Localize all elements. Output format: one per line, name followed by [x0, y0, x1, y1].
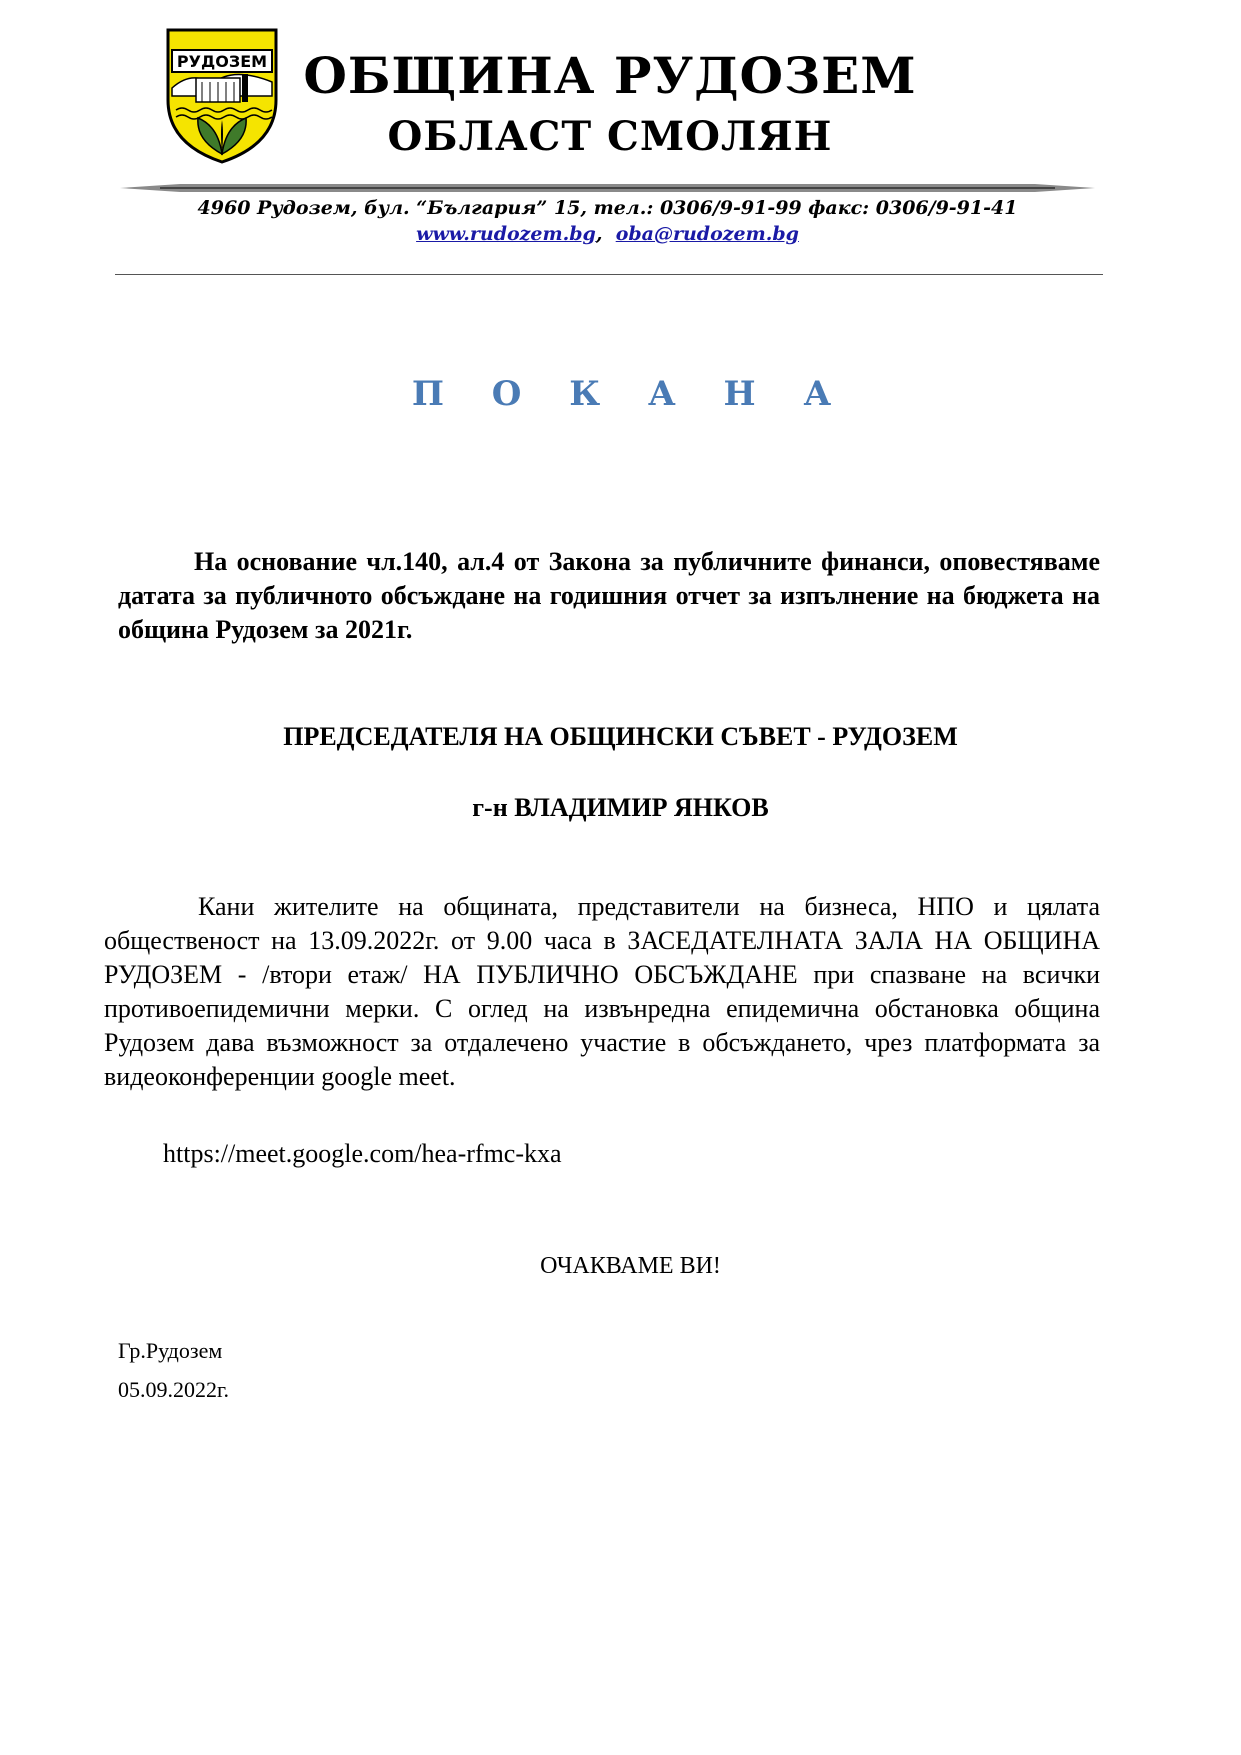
- org-title: ОБЩИНА РУДОЗЕМ: [303, 46, 917, 105]
- org-subtitle: ОБЛАСТ СМОЛЯН: [387, 113, 833, 160]
- date-text: 05.09.2022г.: [118, 1377, 230, 1402]
- email-link[interactable]: oba@rudozem.bg: [615, 223, 799, 245]
- website-link[interactable]: www.rudozem.bg: [416, 223, 596, 245]
- place-text: Гр.Рудозем: [118, 1338, 223, 1363]
- header-divider: [115, 274, 1103, 275]
- closing-text: ОЧАКВАМЕ ВИ!: [540, 1253, 721, 1279]
- chair-name: г-н ВЛАДИМИР ЯНКОВ: [472, 793, 769, 822]
- header-decorative-rule: [120, 181, 1095, 195]
- document-title: П О К А Н А: [411, 374, 850, 414]
- body-paragraph: Кани жителите на общината, представители на бизнеса, НПО и цялата общественост на 13.09.2022г. от 9.00 часа в ЗАСЕДАТЕЛНАТА ЗАЛА НА ОБЩИНА РУДОЗЕМ - /втори етаж/ НА ПУБЛИЧНО ОБСЪЖДАНЕ при спазване на всички противоепидемични мерки. С оглед на извънредна епидемична обстановка община Рудозем дава възможност за отдалечено участие в обсъждането, чрез платформата за видеоконференции google meet.: [104, 892, 1100, 1091]
- logo-text: РУДОЗЕМ: [176, 52, 268, 71]
- chair-title: ПРЕДСЕДАТЕЛЯ НА ОБЩИНСКИ СЪВЕТ - РУДОЗЕМ: [283, 722, 958, 751]
- contact-links: www.rudozem.bg, oba@rudozem.bg: [416, 223, 799, 245]
- contact-address-line: 4960 Рудозем, бул. “България” 15, тел.: 0306/9-91-99 факс: 0306/9-91-41: [197, 197, 1018, 219]
- rudozem-coat-of-arms-logo: [162, 22, 282, 166]
- meet-link[interactable]: https://meet.google.com/hea-rfmc-kxa: [163, 1139, 562, 1168]
- intro-paragraph: На основание чл.140, ал.4 от Закона за публичните финанси, оповестяваме датата за публичното обсъждане на годишния отчет за изпълнение на бюджета на община Рудозем за 2021г.: [118, 547, 1100, 644]
